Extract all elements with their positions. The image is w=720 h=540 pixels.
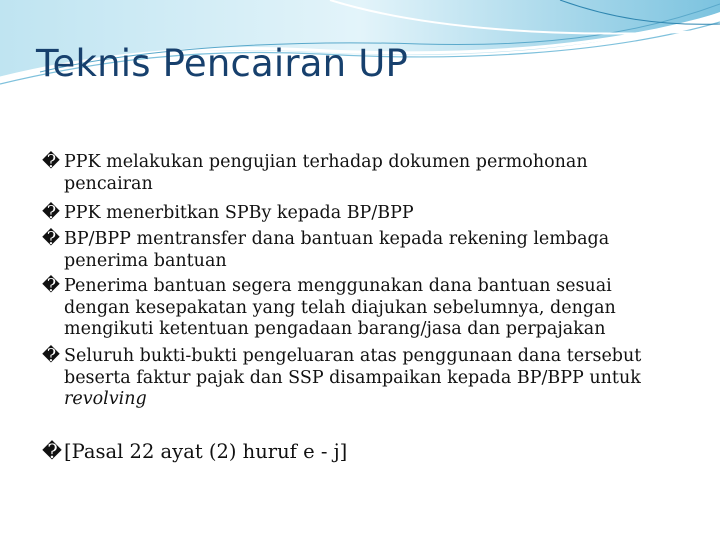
bullet-text: PPK melakukan pengujian terhadap dokumen permohonan pencairan bbox=[64, 152, 588, 194]
slide-title: Teknis Pencairan UP bbox=[36, 42, 409, 85]
bullet-item-4 bbox=[44, 276, 644, 341]
bullet-text-main: Seluruh bukti-bukti pengeluaran atas penggunaan dana tersebut beserta faktur pajak dan SSP disampaikan kepada BP/BPP untuk bbox=[64, 346, 642, 388]
bullet-item-3 bbox=[44, 229, 644, 272]
bullet-marker: � bbox=[42, 440, 62, 463]
reference-text: [Pasal 22 ayat (2) huruf e - j] bbox=[64, 440, 348, 463]
bullet-text bbox=[64, 346, 644, 411]
reference-item bbox=[44, 440, 644, 464]
bullet-marker: � bbox=[42, 229, 60, 249]
bullet-text-italic: revolving bbox=[64, 389, 147, 409]
bullet-text: BP/BPP mentransfer dana bantuan kepada rekening lembaga penerima bantuan bbox=[64, 229, 610, 271]
bullet-marker: � bbox=[42, 203, 60, 223]
bullet-marker: � bbox=[42, 346, 60, 366]
bullet-item-2 bbox=[44, 203, 644, 225]
bullet-text: PPK menerbitkan SPBy kepada BP/BPP bbox=[64, 203, 414, 223]
bullet-text: Penerima bantuan segera menggunakan dana bantuan sesuai dengan kesepakatan yang telah diajukan sebelumnya, dengan mengikuti ketentuan pengadaan barang/jasa dan perpajakan bbox=[64, 276, 616, 339]
bullet-marker: � bbox=[42, 152, 60, 172]
bullet-item-1 bbox=[44, 152, 644, 195]
bullet-marker: � bbox=[42, 276, 60, 296]
bullet-item-5 bbox=[44, 346, 644, 411]
